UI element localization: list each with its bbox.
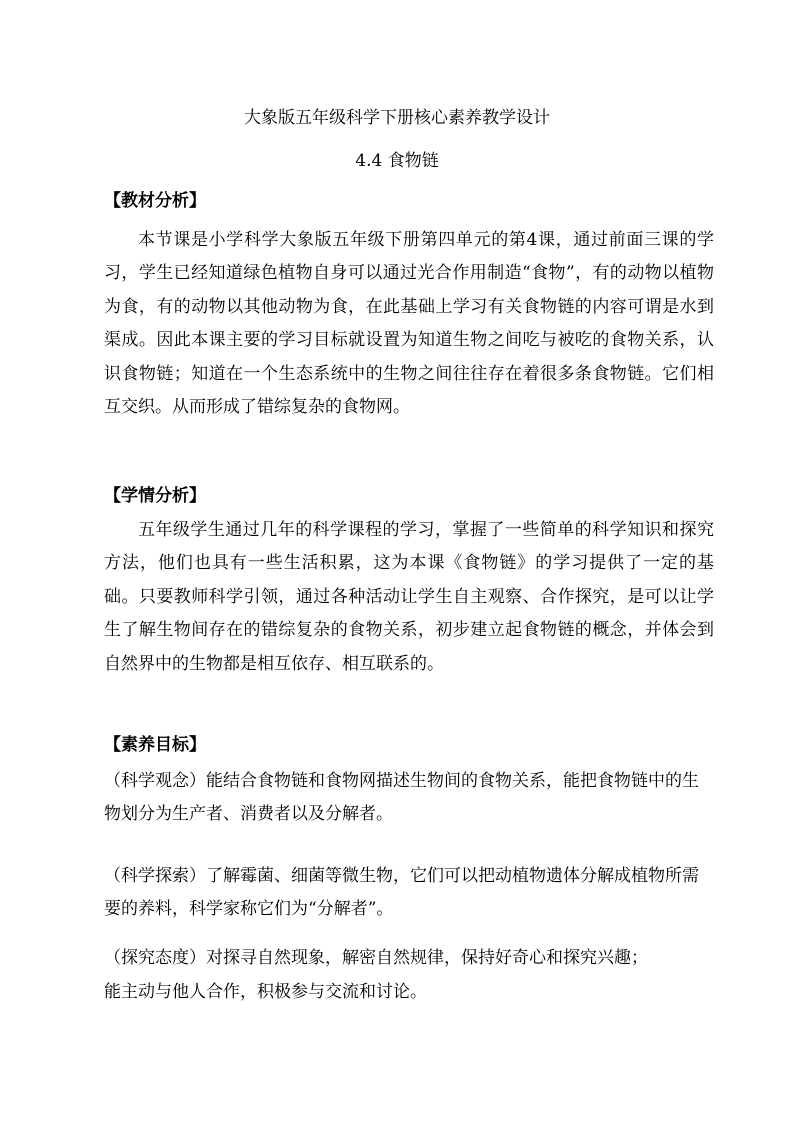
section-heading-literacy-goals: 【素养目标】 — [104, 735, 206, 755]
lesson-title: 4.4 食物链 — [355, 151, 439, 171]
goal-item-cooperation: 能主动与他人合作，积极参与交流和讨论。 — [104, 982, 427, 1002]
goal-item-science-concept: （科学观念）能结合食物链和食物网描述生物间的食物关系，能把食物链中的生物划分为生产者、消费者以及分解者。 — [104, 771, 699, 825]
section-heading-textbook-analysis: 【教材分析】 — [104, 191, 206, 211]
section-heading-student-analysis: 【学情分析】 — [104, 486, 206, 506]
goal-item-science-exploration: （科学探索）了解霉菌、细菌等微生物，它们可以把动植物遗体分解成植物所需要的养料，科学家称它们为“分解者”。 — [104, 866, 699, 920]
document-title: 大象版五年级科学下册核心素养教学设计 — [244, 108, 550, 128]
section-paragraph-student-analysis: 五年级学生通过几年的科学课程的学习，掌握了一些简单的科学知识和探究方法，他们也具有一些生活积累，这为本课《食物链》的学习提供了一定的基础。只要教师科学引领，通过各种活动让学生自主观察、合作探究，是可以让学生了解生物间存在的错综复杂的食物关系，初步建立起食物链的概念，并体会到自然界中的生物都是相互依存、相互联系的。 — [104, 520, 714, 674]
goal-item-inquiry-attitude: （探究态度）对探寻自然现象，解密自然规律，保持好奇心和探究兴趣； — [104, 948, 648, 968]
section-paragraph-textbook-analysis: 本节课是小学科学大象版五年级下册第四单元的第4课，通过前面三课的学习，学生已经知道绿色植物自身可以通过光合作用制造“食物”，有的动物以植物为食，有的动物以其他动物为食，在此基础上学习有关食物链的内容可谓是水到渠成。因此本课主要的学习目标就设置为知道生物之间吃与被吃的食物关系，认识食物链；知道在一个生态系统中的生物之间往往存在着很多条食物链。它们相互交织。从而形成了错综复杂的食物网。 — [104, 230, 714, 418]
